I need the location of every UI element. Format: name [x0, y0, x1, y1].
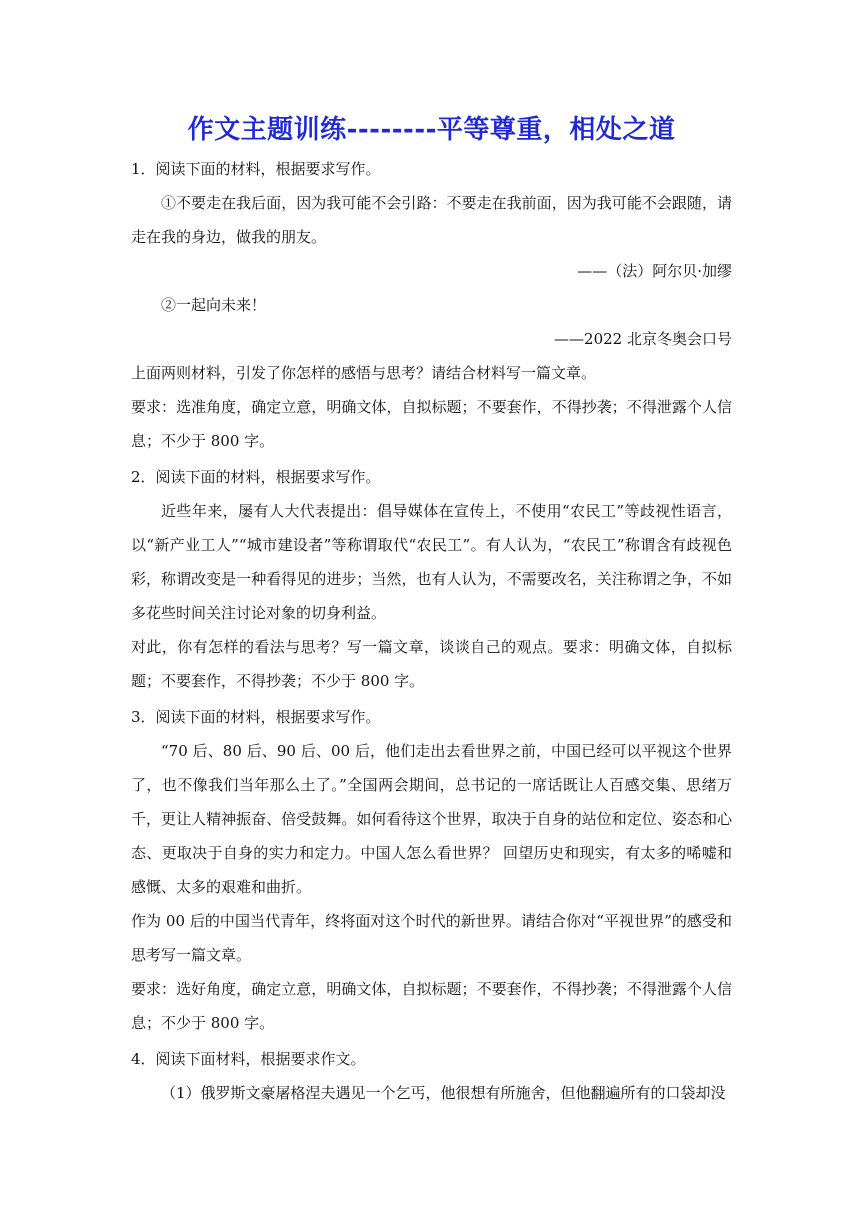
question-1-heading: 1．阅读下面的材料，根据要求写作。	[131, 160, 381, 178]
question-4	[131, 1042, 732, 1110]
question-2-heading: 2．阅读下面的材料，根据要求写作。	[131, 468, 381, 486]
question-3-prompt: 作为 00 后的中国当代青年，终将面对这个时代的新世界。请结合你对“平视世界”的感受和思考写一篇文章。	[131, 912, 732, 964]
question-2-material: 近些年来，屡有人大代表提出：倡导媒体在宣传上，不使用“农民工”等歧视性语言，以“新产业工人”“城市建设者”等称谓取代“农民工”。有人认为，“农民工”称谓含有歧视色彩，称谓改变是一种看得见的进步；当然，也有人认为，不需要改名，关注称谓之争，不如多花些时间关注讨论对象的切身利益。	[131, 502, 732, 622]
question-4-material-1: （1）俄罗斯文豪屠格涅夫遇见一个乞丐，他很想有所施舍，但他翻遍所有的口袋却没	[161, 1084, 726, 1102]
question-1-requirements: 要求：选准角度，确定立意，明确文体，自拟标题；不要套作，不得抄袭；不得泄露个人信息；不少于 800 字。	[131, 398, 732, 450]
question-4-heading: 4．阅读下面材料，根据要求作文。	[131, 1050, 366, 1068]
question-3-requirements: 要求：选好角度，确定立意，明确文体，自拟标题；不要套作，不得抄袭；不得泄露个人信息；不少于 800 字。	[131, 980, 732, 1032]
question-1-material-2: ②一起向未来！	[161, 296, 267, 314]
question-3-material: “70 后、80 后、90 后、00 后，他们走出去看世界之前，中国已经可以平视这个世界了，也不像我们当年那么土了。”全国两会期间，总书记的一席话既让人百感交集、思绪万千，更让人精神振奋、倍受鼓舞。如何看待这个世界，取决于自身的站位和定位、姿态和心态、更取决于自身的实力和定力。中国人怎么看世界？ 回望历史和现实，有太多的唏嘘和感慨、太多的艰难和曲折。	[131, 742, 732, 896]
question-1-material-2-source: ——2022 北京冬奥会口号	[554, 330, 732, 348]
question-1	[131, 152, 732, 458]
question-1-material-1: ①不要走在我后面，因为我可能不会引路：不要走在我前面，因为我可能不会跟随，请走在我的身边，做我的朋友。	[131, 194, 732, 246]
question-1-material-1-source: ——（法）阿尔贝·加缪	[577, 262, 732, 280]
page-title: 作文主题训练--------平等尊重，相处之道	[187, 115, 676, 145]
question-3-heading: 3．阅读下面的材料，根据要求写作。	[131, 708, 381, 726]
question-2-prompt: 对此，你有怎样的看法与思考？写一篇文章，谈谈自己的观点。要求：明确文体，自拟标题；不要套作，不得抄袭；不少于 800 字。	[131, 638, 732, 690]
question-1-prompt: 上面两则材料，引发了你怎样的感悟与思考？请结合材料写一篇文章。	[131, 364, 597, 382]
question-3	[131, 700, 732, 1040]
question-2	[131, 460, 732, 698]
